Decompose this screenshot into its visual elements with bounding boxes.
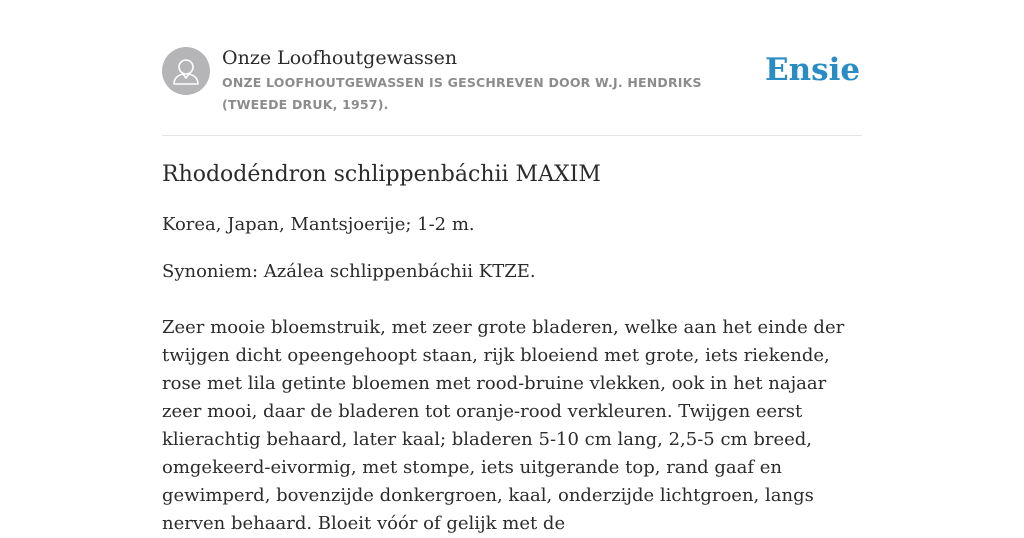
article-synonym: Synoniem: Azálea schlippenbáchii KTZE. <box>162 261 536 282</box>
user-silhouette-icon <box>162 47 210 95</box>
publication-title[interactable]: Onze Loofhoutgewassen <box>222 47 458 69</box>
publication-description: ONZE LOOFHOUTGEWASSEN IS GESCHREVEN DOOR W.J. HENDRIKS (TWEEDE DRUK, 1957). <box>222 75 702 112</box>
article-title: Rhododéndron schlippenbáchii MAXIM <box>162 162 601 187</box>
publication-avatar[interactable] <box>162 47 210 95</box>
header-divider <box>162 135 862 136</box>
publication-header <box>162 46 862 116</box>
article-content <box>162 158 862 538</box>
article-origin: Korea, Japan, Mantsjoerije; 1-2 m. <box>162 214 475 235</box>
ensie-logo[interactable]: Ensie <box>765 52 861 88</box>
article-description: Zeer mooie bloemstruik, met zeer grote bladeren, welke aan het einde der twijgen dicht opeengehoopt staan, rijk bloeiend met grote, iets riekende, rose met lila getinte bloemen met rood-bruine vlekken, ook in het najaar zeer mooi, daar de bladeren tot oranje-rood verkleuren. Twijgen eerst klierachtig behaard, later kaal; bladeren 5-10 cm lang, 2,5-5 cm breed, omgekeerd-eivormig, met stompe, iets uitgerande top, rand gaaf en gewimperd, bovenzijde donkergroen, kaal, onderzijde lichtgroen, langs nerven behaard. Bloeit vóór of gelijk met de <box>162 317 845 534</box>
